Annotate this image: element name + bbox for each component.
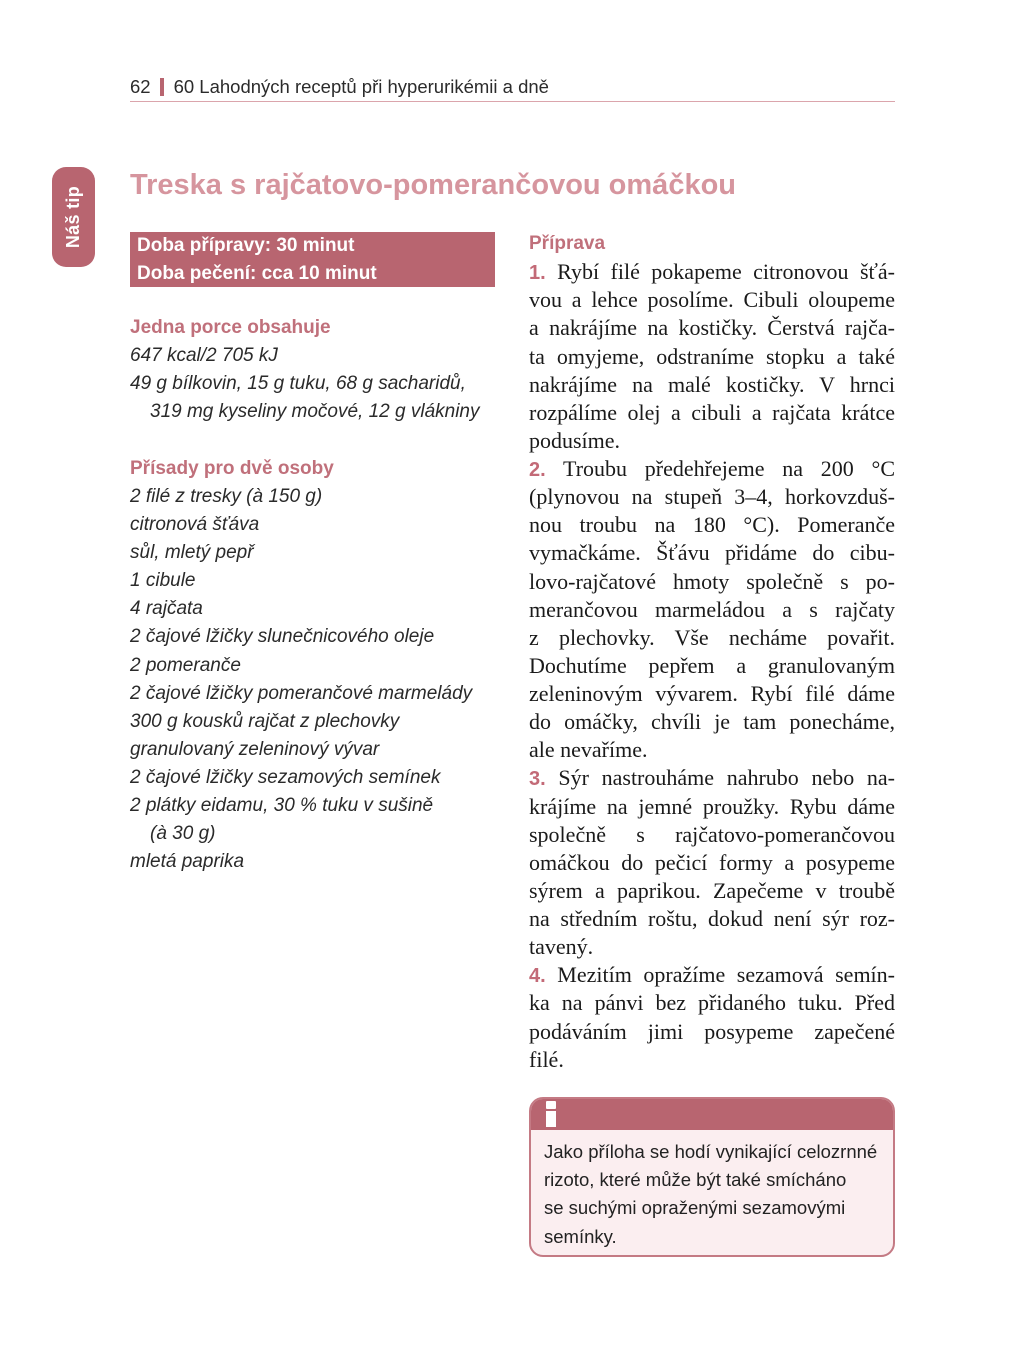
header-separator-bar (160, 78, 164, 96)
book-title: 60 Lahodných receptů při hyperurikémii a dně (173, 76, 549, 97)
side-tab-label: Náš tip (63, 185, 83, 249)
section-spacer (130, 427, 495, 455)
step-4-text: Mezitím opražíme sezamová semín- (557, 962, 895, 988)
step-3-line: krájíme na jemné proužky. Rybu dáme (529, 793, 895, 819)
step-3-line: společně s rajčatovo-pomerančovou (529, 821, 895, 847)
ingredient-item: 2 čajové lžičky slunečnicového oleje (130, 626, 435, 648)
step-4-line: podáváním jimi posypeme zapečené (529, 1018, 895, 1044)
ingredient-item: sůl, mletý pepř (130, 542, 254, 563)
step-1-line: a nakrájíme na kostičky. Čerstvá rajča- (529, 315, 895, 341)
right-column (529, 230, 895, 1074)
step-2 (529, 455, 895, 764)
step-2-line: do omáčky, chvíli je tam ponecháme, (529, 709, 895, 735)
nutrition-line: 49 g bílkovin, 15 g tuku, 68 g sacharidů, (130, 373, 466, 395)
tip-line: Jako příloha se hodí vynikající celozrnné (544, 1141, 878, 1162)
step-2-line: lovo-rajčatové hmoty společně s po- (529, 568, 895, 594)
preparation-heading: Příprava (529, 233, 606, 254)
step-1-line: podusíme. (529, 427, 621, 453)
nutrition-line: 319 mg kyseliny močové, 12 g vlákniny (150, 401, 480, 423)
ingredient-item: (à 30 g) (150, 823, 216, 845)
step-3-line: sýrem a paprikou. Zapečeme v troubě (529, 877, 895, 903)
step-1-line: nakrájíme na malé kostičky. V hrnci (529, 371, 895, 397)
ingredient-item: 4 rajčata (130, 598, 203, 620)
ingredients-heading: Přísady pro dvě osoby (130, 457, 334, 479)
step-4-line: filé. (529, 1046, 564, 1072)
prep-time: Doba přípravy: 30 minut (137, 235, 355, 256)
step-2-line: zeleninovým vývarem. Rybí filé dáme (529, 681, 895, 706)
page-number: 62 (130, 76, 151, 97)
step-1-line: rozpálíme olej a cibuli a rajčata krátce (529, 399, 895, 425)
step-3-line: tavený. (529, 934, 594, 960)
time-box (130, 232, 495, 287)
ingredient-item: mletá paprika (130, 851, 245, 873)
header-rule (130, 101, 895, 102)
step-2-line: (plynovou na stupeň 3–4, horkovzduš- (529, 484, 895, 510)
step-3-text: Sýr nastrouháme nahrubo nebo na- (558, 765, 896, 791)
step-3-line: na středním roštu, dokud není sýr roz- (529, 906, 895, 931)
tip-header (531, 1099, 893, 1130)
step-4 (529, 961, 895, 1074)
step-2-line (529, 455, 895, 483)
info-icon (545, 1100, 557, 1128)
step-3-line (529, 764, 895, 792)
step-2-line: Dochutíme pepřem a granulovaným (529, 652, 895, 678)
tip-line: rizoto, které může být také smícháno (544, 1169, 847, 1191)
recipe-title: Treska s rajčatovo-pomerančovou omáčkou (130, 169, 736, 201)
step-number: 4. (529, 965, 546, 988)
tip-line: semínky. (544, 1225, 617, 1247)
ingredient-item: 2 filé z tresky (à 150 g) (130, 485, 323, 507)
step-number: 1. (529, 262, 546, 285)
step-number: 3. (529, 768, 546, 791)
side-tab (52, 167, 95, 267)
ingredient-item: granulovaný zeleninový vývar (130, 738, 380, 760)
step-2-line: vymačkáme. Šťávu přidáme do cibu- (529, 540, 895, 566)
ingredient-item: 1 cibule (130, 570, 196, 592)
step-1-line: vou a lehce posolíme. Cibuli oloupeme (529, 287, 895, 313)
ingredient-item: 2 čajové lžičky pomerančové marmelády (130, 682, 473, 704)
step-1 (529, 258, 895, 455)
ingredient-item: 2 čajové lžičky sezamových semínek (130, 767, 441, 788)
bake-time: Doba pečení: cca 10 minut (137, 262, 377, 284)
step-2-line: z plechovky. Vše necháme povařit. (529, 624, 895, 650)
nutrition-line: 647 kcal/2 705 kJ (130, 345, 278, 367)
running-header (130, 76, 549, 98)
ingredient-item: citronová šťáva (130, 513, 260, 535)
tip-line: se suchými opraženými sezamovými (544, 1197, 846, 1219)
step-2-line: merančovou marmeládou a s rajčaty (529, 596, 895, 622)
left-column (130, 314, 495, 877)
ingredient-item: 300 g kousků rajčat z plechovky (130, 710, 400, 732)
ingredient-item: 2 pomeranče (130, 654, 241, 676)
step-1-line (529, 258, 895, 286)
step-4-line (529, 961, 895, 989)
step-2-text: Troubu předehřejeme na 200 °C (563, 456, 895, 481)
step-2-line: nou troubu na 180 °C). Pomeranče (529, 512, 895, 538)
step-2-line: ale nevaříme. (529, 737, 648, 763)
step-1-line: ta omyjeme, odstraníme stopku a také (529, 343, 895, 369)
ingredient-item: 2 plátky eidamu, 30 % tuku v sušině (130, 795, 434, 817)
step-4-line: ka na pánvi bez přidaného tuku. Před (529, 990, 895, 1016)
step-1-text: Rybí filé pokapeme citronovou šťá- (557, 259, 896, 285)
tip-box (529, 1097, 895, 1257)
tip-text (544, 1138, 877, 1251)
step-3 (529, 764, 895, 961)
step-number: 2. (529, 459, 546, 481)
nutrition-heading: Jedna porce obsahuje (130, 317, 331, 338)
step-3-line: omáčkou do pečicí formy a posypeme (529, 849, 895, 875)
